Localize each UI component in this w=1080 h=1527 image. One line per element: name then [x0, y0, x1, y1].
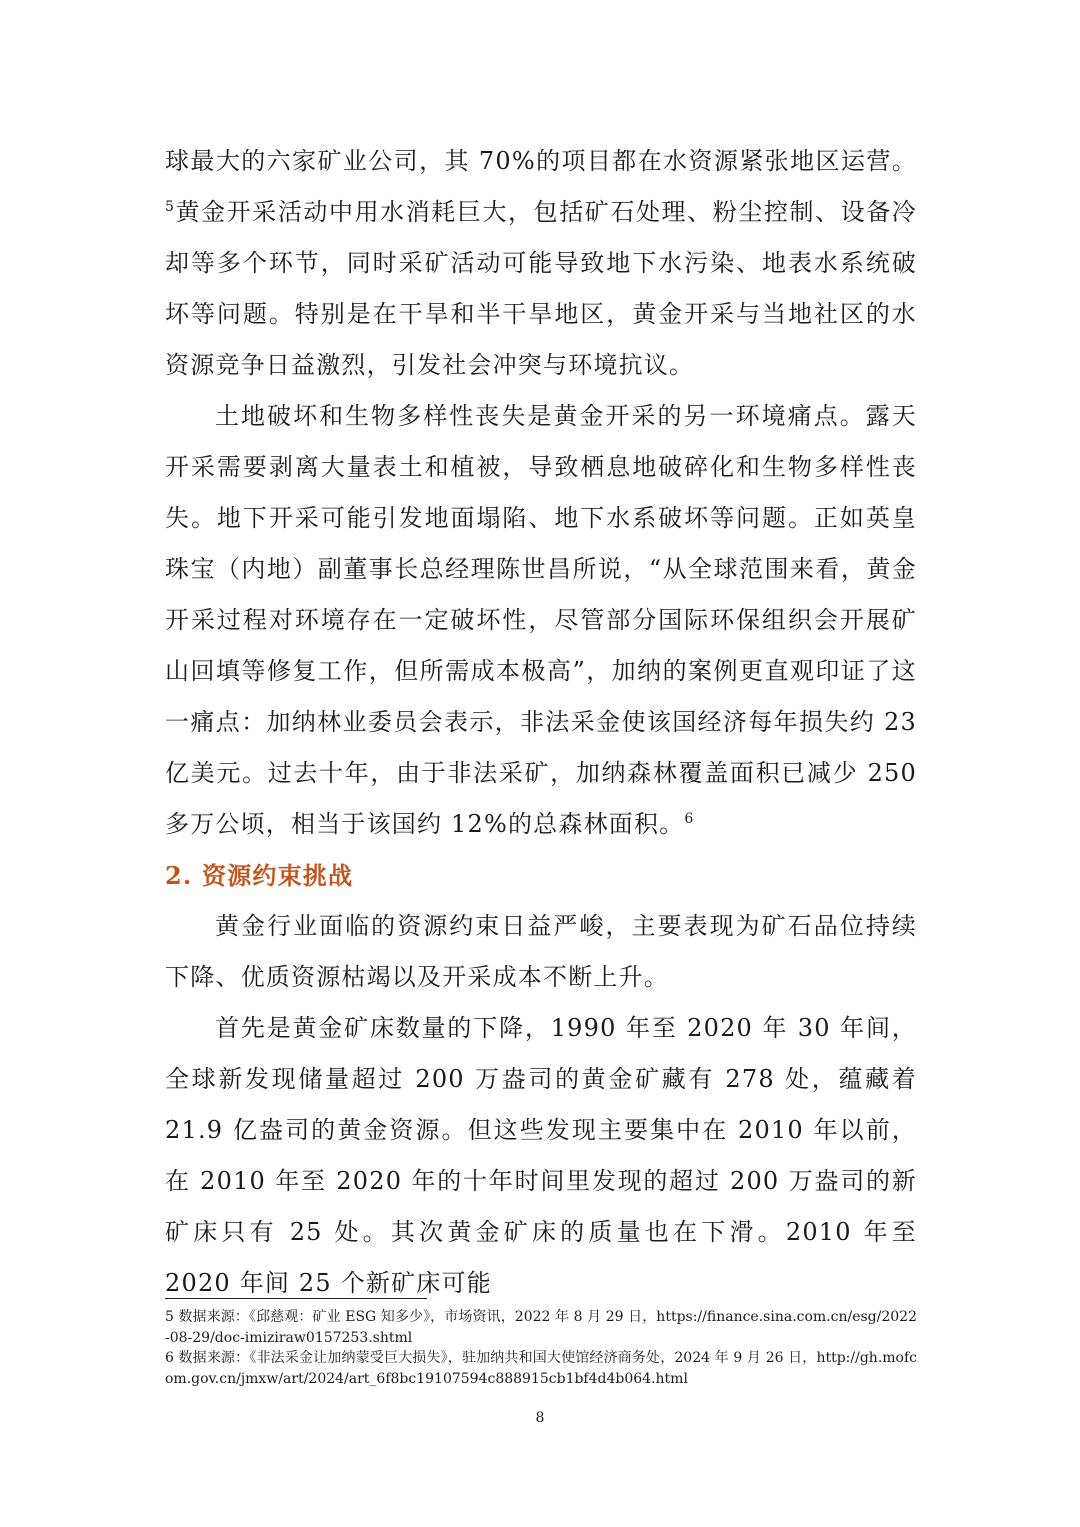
paragraph-resource-intro: 黄金行业面临的资源约束日益严峻，主要表现为矿石品位持续下降、优质资源枯竭以及开采成本不断上升。 — [165, 912, 917, 991]
paragraph-land — [165, 391, 917, 850]
footnote-ref-5[interactable]: 5 — [165, 199, 176, 215]
footnote-6: 6 数据来源：《非法采金让加纳蒙受巨大损失》，驻加纳共和国大使馆经济商务处，2024 年 9 月 26 日，http://gh.mofcom.gov.cn/jmxw/art/2024/art_6f8bc19107594c888915cb1bf4d4b064.html — [165, 1350, 917, 1387]
paragraph-water-part1: 球最大的六家矿业公司，其 70%的项目都在水资源紧张地区运营。 — [165, 147, 917, 175]
footnotes — [165, 1307, 917, 1389]
footnote-ref-6[interactable]: 6 — [684, 811, 695, 827]
paragraph-water — [165, 136, 917, 391]
footnote-5: 5 数据来源：《邱慈观：矿业 ESG 知多少》，市场资讯，2022 年 8 月 29 日，https://finance.sina.com.cn/esg/2022-08-29/doc-imizirаw0157253.shtml — [165, 1309, 917, 1346]
paragraph-deposits: 首先是黄金矿床数量的下降，1990 年至 2020 年 30 年间，全球新发现储量超过 200 万盎司的黄金矿藏有 278 处，蕴藏着 21.9 亿盎司的黄金资源。但这些发现主要集中在 2010 年以前，在 2010 年至 2020 年的十年时间里发现的超过 200 万盎司的新矿床只有 25 处。其次黄金矿床的质量也在下滑。2010 年至 2020 年间 25 个新矿床可能 — [165, 1014, 917, 1297]
paragraph-water-part2: 黄金开采活动中用水消耗巨大，包括矿石处理、粉尘控制、设备冷却等多个环节，同时采矿活动可能导致地下水污染、地表水系统破坏等问题。特别是在干旱和半干旱地区，黄金开采与当地社区的水资源竞争日益激烈，引发社会冲突与环境抗议。 — [165, 198, 917, 379]
footnote-divider — [165, 1298, 427, 1299]
main-text — [165, 136, 917, 1309]
page-number: 8 — [535, 1410, 545, 1426]
section-heading: 2. 资源约束挑战 — [165, 861, 354, 890]
paragraph-land-text: 土地破坏和生物多样性丧失是黄金开采的另一环境痛点。露天开采需要剥离大量表土和植被，导致栖息地破碎化和生物多样性丧失。地下开采可能引发地面塌陷、地下水系破坏等问题。正如英皇珠宝（内地）副董事长总经理陈世昌所说，“从全球范围来看，黄金开采过程对环境存在一定破坏性，尽管部分国际环保组织会开展矿山回填等修复工作，但所需成本极高”，加纳的案例更直观印证了这一痛点：加纳林业委员会表示，非法采金使该国经济每年损失约 23 亿美元。过去十年，由于非法采矿，加纳森林覆盖面积已减少 250 多万公顷，相当于该国约 12%的总森林面积。 — [165, 402, 917, 838]
